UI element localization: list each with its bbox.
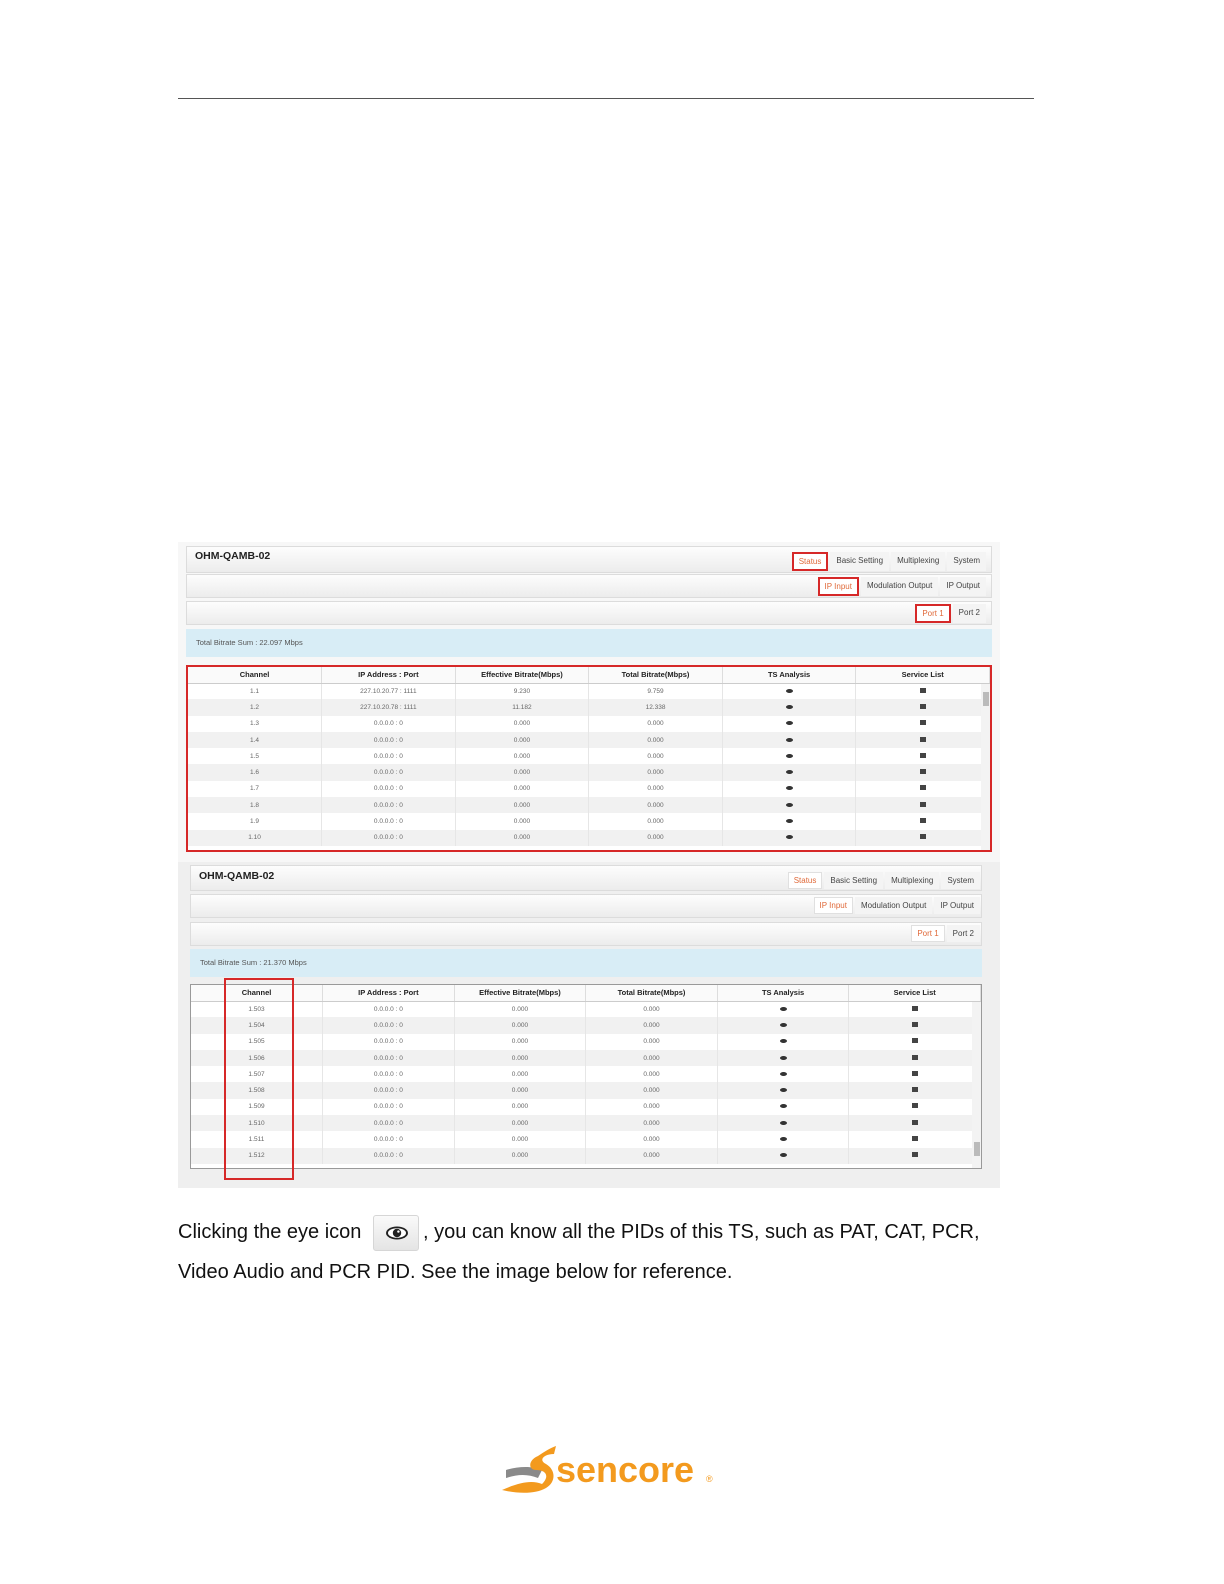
- cell-total-bitrate: 0.000: [586, 1148, 718, 1164]
- eye-icon[interactable]: [786, 705, 793, 709]
- cell-ip-address: 0.0.0.0 : 0: [322, 813, 456, 829]
- table-row: [188, 748, 990, 764]
- col-service-list: Service List: [856, 667, 990, 683]
- table-row: [188, 699, 990, 715]
- service-list-icon[interactable]: [920, 720, 926, 725]
- total-bitrate-summary: Total Bitrate Sum : 21.370 Mbps: [190, 949, 982, 977]
- cell-ip-address: 0.0.0.0 : 0: [323, 1131, 455, 1147]
- table-row: [188, 813, 990, 829]
- service-list-icon[interactable]: [912, 1055, 918, 1060]
- table-row: [188, 781, 990, 797]
- service-list-icon[interactable]: [912, 1022, 918, 1027]
- cell-effective-bitrate: 0.000: [455, 732, 589, 748]
- cell-total-bitrate: 12.338: [589, 699, 723, 715]
- cell-ts-analysis: [717, 1099, 849, 1115]
- service-list-icon[interactable]: [920, 818, 926, 823]
- service-list-icon[interactable]: [912, 1038, 918, 1043]
- table-header-row: [191, 985, 981, 1001]
- cell-ts-analysis: [722, 830, 856, 846]
- eye-icon[interactable]: [786, 803, 793, 807]
- cell-ip-address: 227.10.20.77 : 1111: [322, 683, 456, 699]
- cell-ts-analysis: [722, 748, 856, 764]
- eye-icon-button: [373, 1215, 419, 1251]
- cell-channel: 1.5: [188, 748, 322, 764]
- tab-port-1[interactable]: Port 1: [911, 925, 944, 942]
- table-row: [191, 1050, 981, 1066]
- cell-effective-bitrate: 0.000: [454, 1066, 586, 1082]
- cell-service-list: [856, 830, 990, 846]
- cell-channel: 1.7: [188, 781, 322, 797]
- cell-service-list: [849, 1115, 981, 1131]
- table-row: [188, 716, 990, 732]
- tab-multiplexing[interactable]: Multiplexing: [891, 552, 945, 571]
- eye-icon[interactable]: [786, 689, 793, 693]
- cell-ip-address: 0.0.0.0 : 0: [323, 1001, 455, 1017]
- service-list-icon[interactable]: [920, 834, 926, 839]
- cell-ts-analysis: [722, 797, 856, 813]
- col-channel: Channel: [191, 985, 323, 1001]
- eye-icon[interactable]: [786, 819, 793, 823]
- eye-icon[interactable]: [780, 1056, 787, 1060]
- eye-icon[interactable]: [780, 1153, 787, 1157]
- total-bitrate-summary: Total Bitrate Sum : 22.097 Mbps: [186, 629, 992, 657]
- cell-ts-analysis: [717, 1066, 849, 1082]
- cell-ts-analysis: [722, 781, 856, 797]
- cell-channel: 1.505: [191, 1034, 323, 1050]
- table-scrollbar[interactable]: [981, 684, 990, 850]
- cell-total-bitrate: 0.000: [586, 1115, 718, 1131]
- cell-ip-address: 0.0.0.0 : 0: [322, 732, 456, 748]
- tab-modulation-output[interactable]: Modulation Output: [855, 897, 932, 914]
- col-ts-analysis: TS Analysis: [722, 667, 856, 683]
- cell-channel: 1.509: [191, 1099, 323, 1115]
- col-effective-bitrate: Effective Bitrate(Mbps): [455, 667, 589, 683]
- cell-ts-analysis: [717, 1017, 849, 1033]
- cell-ip-address: 0.0.0.0 : 0: [323, 1034, 455, 1050]
- table-row: [191, 1017, 981, 1033]
- cell-ts-analysis: [722, 764, 856, 780]
- eye-icon[interactable]: [780, 1137, 787, 1141]
- channel-table: [190, 984, 982, 1169]
- col-service-list: Service List: [849, 985, 981, 1001]
- cell-ip-address: 0.0.0.0 : 0: [322, 716, 456, 732]
- scrollbar-thumb[interactable]: [974, 1142, 980, 1156]
- tab-port-2[interactable]: Port 2: [953, 604, 986, 623]
- cell-effective-bitrate: 11.182: [455, 699, 589, 715]
- cell-total-bitrate: 0.000: [589, 764, 723, 780]
- col-effective-bitrate: Effective Bitrate(Mbps): [454, 985, 586, 1001]
- table-row: [188, 830, 990, 846]
- cell-total-bitrate: 0.000: [589, 830, 723, 846]
- cell-total-bitrate: 0.000: [589, 748, 723, 764]
- col-total-bitrate: Total Bitrate(Mbps): [586, 985, 718, 1001]
- eye-icon[interactable]: [780, 1088, 787, 1092]
- cell-effective-bitrate: 0.000: [455, 830, 589, 846]
- eye-icon: [385, 1225, 409, 1241]
- service-list-icon[interactable]: [920, 688, 926, 693]
- cell-service-list: [856, 764, 990, 780]
- cell-service-list: [849, 1034, 981, 1050]
- cell-effective-bitrate: 0.000: [454, 1001, 586, 1017]
- sencore-logo: [498, 1440, 728, 1500]
- scrollbar-thumb[interactable]: [983, 692, 989, 706]
- cell-total-bitrate: 0.000: [586, 1034, 718, 1050]
- tab-basic-setting[interactable]: Basic Setting: [824, 872, 883, 889]
- eye-icon[interactable]: [780, 1104, 787, 1108]
- cell-total-bitrate: 0.000: [589, 732, 723, 748]
- cell-service-list: [856, 781, 990, 797]
- cell-channel: 1.8: [188, 797, 322, 813]
- cell-effective-bitrate: 0.000: [455, 781, 589, 797]
- cell-ts-analysis: [717, 1034, 849, 1050]
- table-row: [191, 1131, 981, 1147]
- eye-icon[interactable]: [786, 738, 793, 742]
- sub-tabs: [816, 577, 986, 596]
- cell-ip-address: 0.0.0.0 : 0: [323, 1082, 455, 1098]
- cell-ip-address: 0.0.0.0 : 0: [322, 781, 456, 797]
- cell-total-bitrate: 0.000: [586, 1099, 718, 1115]
- cell-service-list: [849, 1099, 981, 1115]
- cell-effective-bitrate: 0.000: [454, 1050, 586, 1066]
- cell-channel: 1.504: [191, 1017, 323, 1033]
- table-row: [188, 683, 990, 699]
- service-list-icon[interactable]: [912, 1136, 918, 1141]
- cell-total-bitrate: 0.000: [589, 716, 723, 732]
- cell-service-list: [849, 1066, 981, 1082]
- cell-total-bitrate: 0.000: [586, 1050, 718, 1066]
- cell-ts-analysis: [717, 1001, 849, 1017]
- cell-effective-bitrate: 0.000: [454, 1131, 586, 1147]
- cell-channel: 1.6: [188, 764, 322, 780]
- cell-effective-bitrate: 0.000: [455, 813, 589, 829]
- eye-icon[interactable]: [786, 721, 793, 725]
- table-row: [191, 1001, 981, 1017]
- main-tabs: [790, 552, 986, 571]
- cell-ts-analysis: [717, 1082, 849, 1098]
- service-list-icon[interactable]: [920, 753, 926, 758]
- port-bar: [186, 601, 992, 625]
- cell-ts-analysis: [722, 716, 856, 732]
- table-row: [188, 764, 990, 780]
- cell-channel: 1.2: [188, 699, 322, 715]
- tab-basic-setting[interactable]: Basic Setting: [830, 552, 889, 571]
- col-ts-analysis: TS Analysis: [717, 985, 849, 1001]
- table-row: [188, 797, 990, 813]
- eye-icon[interactable]: [786, 770, 793, 774]
- cell-ip-address: 0.0.0.0 : 0: [323, 1148, 455, 1164]
- eye-icon[interactable]: [786, 786, 793, 790]
- cell-total-bitrate: 0.000: [586, 1131, 718, 1147]
- service-list-icon[interactable]: [912, 1103, 918, 1108]
- cell-ip-address: 0.0.0.0 : 0: [323, 1115, 455, 1131]
- table-row: [191, 1082, 981, 1098]
- tab-modulation-output[interactable]: Modulation Output: [861, 577, 938, 596]
- cell-channel: 1.1: [188, 683, 322, 699]
- eye-icon[interactable]: [780, 1039, 787, 1043]
- paragraph-text-after: , you can know all the PIDs of this TS, such as PAT, CAT, PCR, Video Audio and PCR PID. See the image below for reference.: [178, 1221, 980, 1283]
- cell-channel: 1.3: [188, 716, 322, 732]
- cell-ip-address: 0.0.0.0 : 0: [323, 1017, 455, 1033]
- table-scrollbar[interactable]: [972, 1002, 981, 1168]
- cell-total-bitrate: 0.000: [586, 1001, 718, 1017]
- eye-icon[interactable]: [780, 1121, 787, 1125]
- table-header-row: [188, 667, 990, 683]
- paragraph-text-before: Clicking the eye icon: [178, 1221, 362, 1243]
- table-row: [191, 1099, 981, 1115]
- cell-effective-bitrate: 0.000: [455, 716, 589, 732]
- cell-total-bitrate: 0.000: [586, 1066, 718, 1082]
- channel-column-highlight: [224, 978, 294, 1180]
- logo-registered-mark: ®: [706, 1474, 713, 1484]
- sub-tabs: [812, 897, 980, 914]
- device-title: OHM-QAMB-02: [199, 870, 275, 882]
- service-list-icon[interactable]: [912, 1120, 918, 1125]
- tab-system[interactable]: System: [947, 552, 986, 571]
- cell-effective-bitrate: 0.000: [455, 797, 589, 813]
- port-tabs: [913, 604, 986, 623]
- cell-total-bitrate: 0.000: [589, 813, 723, 829]
- cell-ts-analysis: [722, 732, 856, 748]
- cell-ts-analysis: [717, 1148, 849, 1164]
- cell-service-list: [849, 1050, 981, 1066]
- cell-ip-address: 0.0.0.0 : 0: [322, 797, 456, 813]
- cell-channel: 1.506: [191, 1050, 323, 1066]
- tab-status[interactable]: Status: [792, 552, 829, 571]
- cell-channel: 1.9: [188, 813, 322, 829]
- service-list-icon[interactable]: [912, 1152, 918, 1157]
- cell-ip-address: 227.10.20.78 : 1111: [322, 699, 456, 715]
- tab-status[interactable]: Status: [788, 872, 823, 889]
- cell-channel: 1.508: [191, 1082, 323, 1098]
- eye-icon[interactable]: [780, 1072, 787, 1076]
- cell-ip-address: 0.0.0.0 : 0: [323, 1066, 455, 1082]
- cell-ip-address: 0.0.0.0 : 0: [323, 1099, 455, 1115]
- service-list-icon[interactable]: [912, 1087, 918, 1092]
- cell-service-list: [849, 1148, 981, 1164]
- cell-ts-analysis: [717, 1050, 849, 1066]
- cell-effective-bitrate: 0.000: [455, 748, 589, 764]
- tab-system[interactable]: System: [941, 872, 980, 889]
- tab-ip-input[interactable]: IP Input: [814, 897, 853, 914]
- table-row: [191, 1148, 981, 1164]
- cell-service-list: [856, 716, 990, 732]
- cell-service-list: [856, 813, 990, 829]
- cell-channel: 1.510: [191, 1115, 323, 1131]
- cell-ts-analysis: [722, 813, 856, 829]
- service-list-icon[interactable]: [912, 1006, 918, 1011]
- col-ip-address: IP Address : Port: [322, 667, 456, 683]
- cell-service-list: [849, 1001, 981, 1017]
- cell-effective-bitrate: 0.000: [454, 1034, 586, 1050]
- cell-service-list: [849, 1017, 981, 1033]
- service-list-icon[interactable]: [920, 785, 926, 790]
- eye-icon[interactable]: [786, 835, 793, 839]
- cell-service-list: [856, 732, 990, 748]
- service-list-icon[interactable]: [920, 769, 926, 774]
- cell-service-list: [856, 699, 990, 715]
- cell-total-bitrate: 9.759: [589, 683, 723, 699]
- cell-ip-address: 0.0.0.0 : 0: [323, 1050, 455, 1066]
- col-channel: Channel: [188, 667, 322, 683]
- col-ip-address: IP Address : Port: [323, 985, 455, 1001]
- cell-ip-address: 0.0.0.0 : 0: [322, 764, 456, 780]
- cell-effective-bitrate: 0.000: [454, 1082, 586, 1098]
- tab-port-2[interactable]: Port 2: [947, 925, 980, 942]
- service-list-icon[interactable]: [920, 802, 926, 807]
- sencore-logo-mark: [498, 1440, 728, 1500]
- cell-effective-bitrate: 0.000: [454, 1148, 586, 1164]
- cell-effective-bitrate: 0.000: [454, 1017, 586, 1033]
- tab-ip-output[interactable]: IP Output: [940, 577, 986, 596]
- cell-effective-bitrate: 0.000: [455, 764, 589, 780]
- cell-channel: 1.511: [191, 1131, 323, 1147]
- eye-icon[interactable]: [780, 1007, 787, 1011]
- cell-ip-address: 0.0.0.0 : 0: [322, 748, 456, 764]
- cell-channel: 1.4: [188, 732, 322, 748]
- service-list-icon[interactable]: [912, 1071, 918, 1076]
- eye-icon[interactable]: [786, 754, 793, 758]
- cell-ts-analysis: [717, 1115, 849, 1131]
- cell-channel: 1.512: [191, 1148, 323, 1164]
- cell-service-list: [856, 683, 990, 699]
- cell-total-bitrate: 0.000: [589, 797, 723, 813]
- table-row: [191, 1034, 981, 1050]
- tab-port-1[interactable]: Port 1: [915, 604, 950, 623]
- device-title: OHM-QAMB-02: [195, 550, 271, 562]
- cell-effective-bitrate: 0.000: [454, 1115, 586, 1131]
- table-row: [188, 732, 990, 748]
- cell-total-bitrate: 0.000: [589, 781, 723, 797]
- cell-service-list: [856, 748, 990, 764]
- logo-wordmark: sencore: [556, 1449, 695, 1490]
- cell-channel: 1.507: [191, 1066, 323, 1082]
- tab-ip-output[interactable]: IP Output: [934, 897, 980, 914]
- instruction-paragraph: [178, 1212, 1018, 1292]
- tab-multiplexing[interactable]: Multiplexing: [885, 872, 939, 889]
- cell-service-list: [856, 797, 990, 813]
- screenshot-port1-status: [178, 542, 1000, 862]
- cell-total-bitrate: 0.000: [586, 1017, 718, 1033]
- cell-service-list: [849, 1131, 981, 1147]
- port-bar: [190, 922, 982, 946]
- table-row: [191, 1066, 981, 1082]
- eye-icon[interactable]: [780, 1023, 787, 1027]
- table-row: [191, 1115, 981, 1131]
- screenshot-port1-scrolled: [178, 862, 1000, 1188]
- tab-ip-input[interactable]: IP Input: [818, 577, 859, 596]
- cell-ts-analysis: [717, 1131, 849, 1147]
- cell-ts-analysis: [722, 699, 856, 715]
- col-total-bitrate: Total Bitrate(Mbps): [589, 667, 723, 683]
- port-tabs: [909, 925, 980, 942]
- main-tabs: [786, 872, 980, 889]
- channel-table: [186, 665, 992, 852]
- cell-effective-bitrate: 9.230: [455, 683, 589, 699]
- cell-ip-address: 0.0.0.0 : 0: [322, 830, 456, 846]
- header-rule: [178, 98, 1034, 99]
- service-list-icon[interactable]: [920, 704, 926, 709]
- cell-total-bitrate: 0.000: [586, 1082, 718, 1098]
- cell-channel: 1.10: [188, 830, 322, 846]
- cell-channel: 1.503: [191, 1001, 323, 1017]
- cell-effective-bitrate: 0.000: [454, 1099, 586, 1115]
- cell-service-list: [849, 1082, 981, 1098]
- service-list-icon[interactable]: [920, 737, 926, 742]
- cell-ts-analysis: [722, 683, 856, 699]
